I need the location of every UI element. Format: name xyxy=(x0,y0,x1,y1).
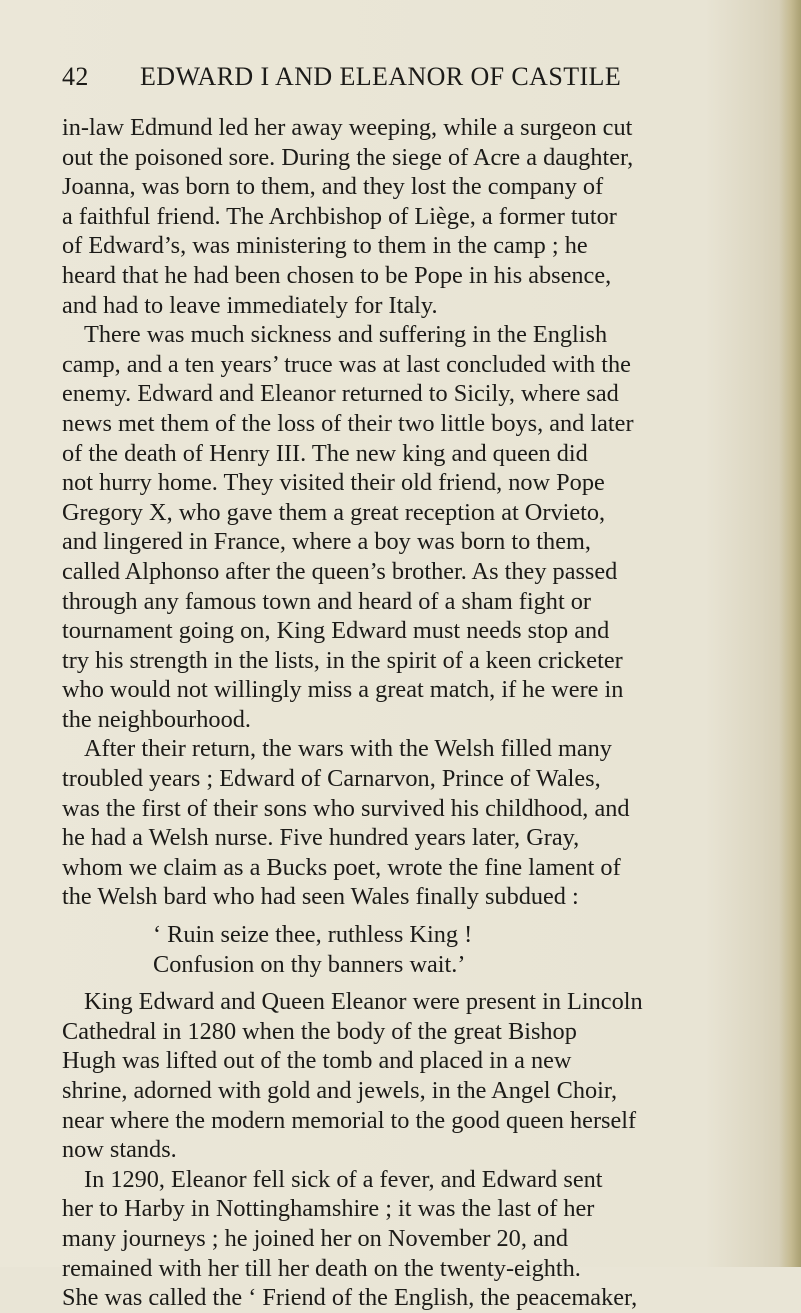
text-line: a faithful friend. The Archbishop of Liège, a former tutor xyxy=(62,202,617,230)
text-line: remained with her till her death on the twenty-eighth. xyxy=(62,1254,581,1282)
text-line: the neighbourhood. xyxy=(62,705,251,733)
text-line: and lingered in France, where a boy was born to them, xyxy=(62,528,591,556)
text-line: who would not willingly miss a great match, if he were in xyxy=(62,676,624,704)
text-line: in-law Edmund led her away weeping, while a surgeon cut xyxy=(62,114,633,141)
page-header xyxy=(62,62,742,98)
text-line: of the death of Henry III. The new king and queen did xyxy=(62,439,588,467)
text-line: Hugh was lifted out of the tomb and placed in a new xyxy=(62,1047,572,1075)
text-line: try his strength in the lists, in the spirit of a keen cricketer xyxy=(62,646,623,674)
text-line: the Welsh bard who had seen Wales finally subdued : xyxy=(62,883,579,911)
text-line: tournament going on, King Edward must needs stop and xyxy=(62,617,610,645)
text-line: troubled years ; Edward of Carnarvon, Prince of Wales, xyxy=(62,765,601,793)
text-line: of Edward’s, was ministering to them in the camp ; he xyxy=(62,232,588,260)
text-line: Gregory X, who gave them a great reception at Orvieto, xyxy=(62,498,606,526)
verse-line: Confusion on thy banners wait.’ xyxy=(153,950,466,978)
text-line: he had a Welsh nurse. Five hundred years later, Gray, xyxy=(62,824,580,852)
running-title: EDWARD I AND ELEANOR OF CASTILE xyxy=(140,62,622,91)
text-line: near where the modern memorial to the good queen herself xyxy=(62,1106,637,1134)
text-line: whom we claim as a Bucks poet, wrote the fine lament of xyxy=(62,853,621,881)
body-text xyxy=(62,113,742,1313)
text-line: out the poisoned sore. During the siege of Acre a daughter, xyxy=(62,143,634,171)
text-line: She was called the ‘ Friend of the English, the peacemaker, xyxy=(62,1284,638,1312)
text-line: shrine, adorned with gold and jewels, in the Angel Choir, xyxy=(62,1077,618,1104)
text-line: was the first of their sons who survived his childhood, and xyxy=(62,794,630,822)
paragraph-start-line: There was much sickness and suffering in the English xyxy=(84,321,608,349)
text-line: now stands. xyxy=(62,1136,177,1164)
text-line: heard that he had been chosen to be Pope in his absence, xyxy=(62,261,612,289)
text-line: news met them of the loss of their two little boys, and later xyxy=(62,409,634,437)
text-line: her to Harby in Nottinghamshire ; it was the last of her xyxy=(62,1195,595,1223)
page-edge-shadow xyxy=(779,0,801,1267)
text-line: and had to leave immediately for Italy. xyxy=(62,291,438,319)
text-line: many journeys ; he joined her on November 20, and xyxy=(62,1224,569,1252)
page-number: 42 xyxy=(62,62,89,91)
text-line: not hurry home. They visited their old friend, now Pope xyxy=(62,469,605,497)
text-line: called Alphonso after the queen’s brother. As they passed xyxy=(62,557,618,585)
verse-line: ‘ Ruin seize thee, ruthless King ! xyxy=(153,921,473,949)
text-line: camp, and a ten years’ truce was at last concluded with the xyxy=(62,350,631,378)
text-line: Cathedral in 1280 when the body of the great Bishop xyxy=(62,1017,577,1045)
text-line: Joanna, was born to them, and they lost the company of xyxy=(62,173,604,201)
paragraph-start-line: After their return, the wars with the Welsh filled many xyxy=(84,735,612,763)
paragraph-start-line: In 1290, Eleanor fell sick of a fever, and Edward sent xyxy=(84,1165,603,1193)
paragraph-start-line: King Edward and Queen Eleanor were present in Lincoln xyxy=(84,988,643,1016)
text-line: enemy. Edward and Eleanor returned to Sicily, where sad xyxy=(62,380,619,408)
text-line: through any famous town and heard of a sham fight or xyxy=(62,587,592,615)
